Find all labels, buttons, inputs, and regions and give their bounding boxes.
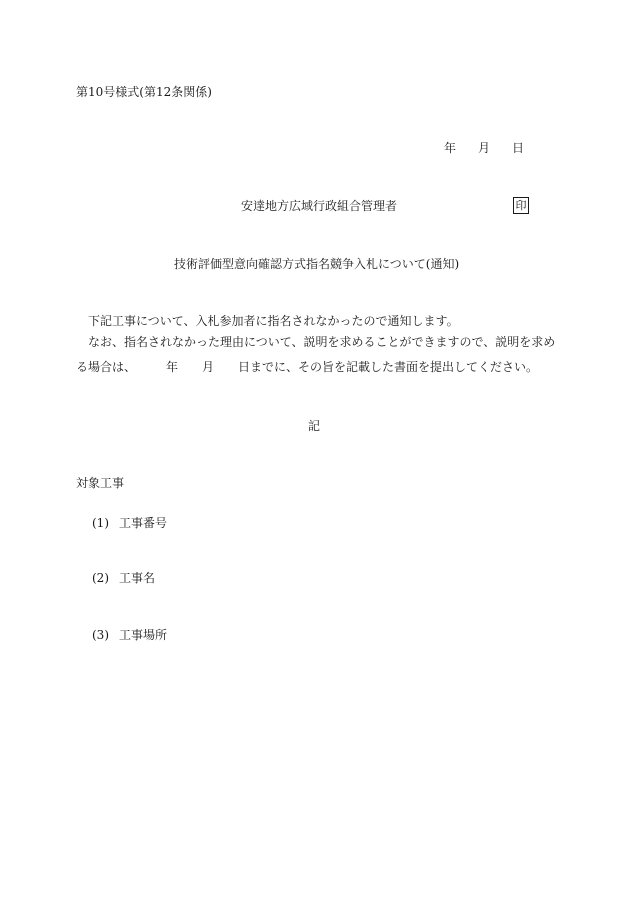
list-item	[92, 627, 167, 643]
date-line	[444, 140, 524, 156]
date-day-label: 日	[512, 141, 525, 155]
section-heading: 対象工事	[76, 476, 125, 490]
list-item	[92, 515, 167, 531]
body-line-2-month: 月	[202, 360, 215, 374]
issuer-name: 安達地方広域行政組合管理者	[241, 199, 398, 213]
list-item-number: (2)	[92, 571, 109, 585]
list-item	[92, 570, 155, 586]
date-month-label: 月	[478, 141, 491, 155]
date-year-label: 年	[444, 141, 457, 155]
body-line-2-prefix: る場合は、	[76, 360, 137, 374]
ki-heading: 記	[308, 419, 321, 433]
body-line-2-suffix: 日までに、その旨を記載した書面を提出してください。	[238, 360, 539, 374]
document-title: 技術評価型意向確認方式指名競争入札について(通知)	[174, 257, 460, 271]
list-item-label: 工事番号	[119, 516, 168, 530]
body-paragraph-2-line-2	[76, 359, 538, 375]
body-paragraph-1: 下記工事について、入札参加者に指名されなかったので通知します。	[88, 314, 459, 328]
list-item-number: (1)	[92, 516, 109, 530]
seal-stamp: 印	[513, 197, 529, 214]
list-item-label: 工事名	[119, 571, 156, 585]
list-item-label: 工事場所	[119, 628, 168, 642]
body-line-2-year: 年	[166, 360, 179, 374]
list-item-number: (3)	[92, 628, 109, 642]
form-number: 第10号様式(第12条関係)	[76, 85, 212, 99]
body-paragraph-2-line-1: なお、指名されなかった理由について、説明を求めることができますので、説明を求め	[88, 335, 556, 349]
